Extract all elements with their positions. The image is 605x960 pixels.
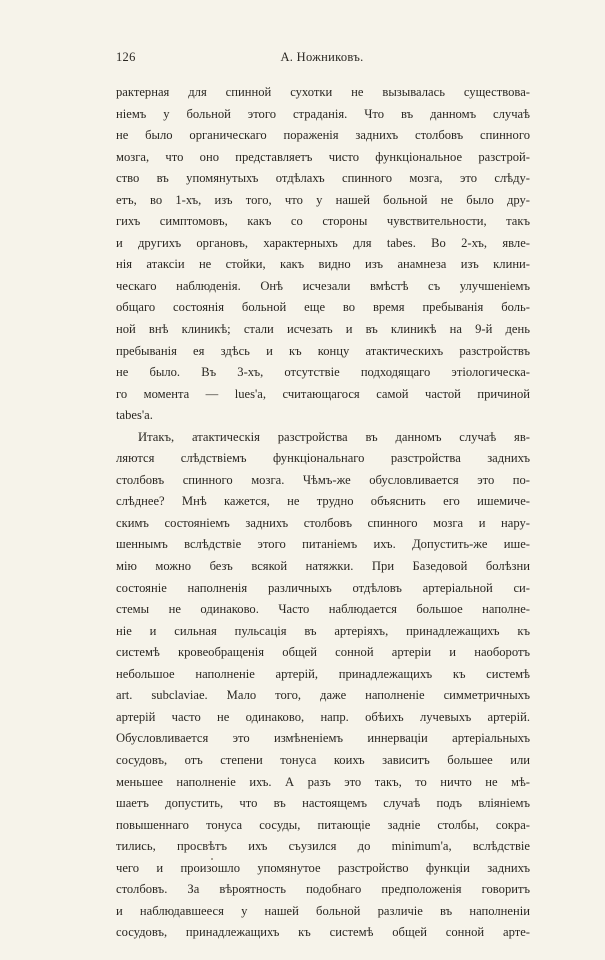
text-line: повышеннаго тонуса сосуды, питающіе задніе столбы, сокра- <box>116 817 530 832</box>
text-line-paragraph-end: tabes'а. <box>116 408 153 423</box>
text-line: чего и произошло упомянутое разстройство функціи заднихъ <box>116 860 530 875</box>
text-line: стемы не одинаково. Часто наблюдается большое наполне- <box>116 602 530 617</box>
text-line: пребыванія ея здѣсь и къ концу атактическихъ разстройствъ <box>116 343 530 358</box>
text-line: ляются слѣдствіемъ функціональнаго разстройства заднихъ <box>116 451 530 466</box>
text-line: меньшее наполненіе ихъ. А разъ это такъ, то ничто не мѣ- <box>116 774 530 789</box>
page-number: 126 <box>116 50 136 64</box>
text-line: нія атаксіи не стойки, какъ видно изъ анамнеза изъ клини- <box>116 257 530 272</box>
text-line-paragraph-start: Итакъ, атактическія разстройства въ данномъ случаѣ яв- <box>138 429 530 444</box>
text-line: гихъ симптомовъ, какъ со стороны чувствительности, такъ <box>116 214 530 229</box>
text-line: шеннымъ вслѣдствіе этого питаніемъ ихъ. Допустить-же ише- <box>116 537 530 552</box>
text-line: етъ, во 1-хъ, изъ того, что у нашей больной не было дру- <box>116 192 530 207</box>
text-line: общаго состоянія больной еще во время пребыванія боль- <box>116 300 530 315</box>
text-line: ніе и сильная пульсація въ артеріяхъ, принадлежащихъ къ <box>116 623 530 638</box>
text-line: и другихъ органовъ, характерныхъ для tabes. Во 2-хъ, явле- <box>116 235 530 250</box>
text-line: состояніе наполненія различныхъ отдѣловъ артеріальной си- <box>116 580 530 595</box>
paper-speck <box>211 858 213 860</box>
page-header <box>116 50 528 72</box>
text-line: ніемъ у больной этого страданія. Что въ данномъ случаѣ <box>116 106 530 121</box>
text-line: тились, просвѣтъ ихъ съузился до minimum'а, вслѣдствіе <box>116 839 530 854</box>
text-line: сосудовъ, отъ степени тонуса коихъ зависитъ большее или <box>116 752 530 767</box>
text-line: столбовъ спинного мозга. Чѣмъ-же обусловливается это по- <box>116 472 530 487</box>
text-line: ной внѣ клиникѣ; стали исчезать и въ клиникѣ на 9-й день <box>116 322 530 337</box>
text-line: сосудовъ, принадлежащихъ къ системѣ общей сонной арте- <box>116 925 530 940</box>
text-line: не было. Въ 3-хъ, отсутствіе подходящаго этіологическа- <box>116 365 530 380</box>
text-line: артерій часто не одинаково, напр. обѣихъ лучевыхъ артерій. <box>116 709 530 724</box>
text-line: скимъ состояніемъ заднихъ столбовъ спинного мозга и нару- <box>116 515 530 530</box>
text-line: системѣ кровеобращенія общей сонной артеріи и наоборотъ <box>116 645 530 660</box>
text-line: Обусловливается это измѣненіемъ иннерваціи артеріальныхъ <box>116 731 530 746</box>
text-line: шаетъ допустить, что въ настоящемъ случаѣ подъ вліяніемъ <box>116 796 530 811</box>
text-line: го момента — lues'а, считающагося самой частой причиной <box>116 386 530 401</box>
body-text <box>116 82 530 944</box>
text-line: мозга, что оно представляетъ чисто функціональное разстрой- <box>116 149 530 164</box>
text-line: ческаго наблюденія. Онѣ исчезали вмѣстѣ съ улучшеніемъ <box>116 278 530 293</box>
running-title: А. Ножниковъ. <box>280 50 364 64</box>
text-line: мію можно безъ всякой натяжки. При Базедовой болѣзни <box>116 559 530 574</box>
text-line: рактерная для спинной сухотки не вызывалась существова- <box>116 85 530 99</box>
text-line: слѣднее? Мнѣ кажется, не трудно объяснить его ишемиче- <box>116 494 530 509</box>
text-line: не было органическаго пораженія заднихъ столбовъ спинного <box>116 128 530 143</box>
text-line: и наблюдавшееся у нашей больной различіе въ наполненіи <box>116 903 530 918</box>
text-line: столбовъ. За вѣроятность подобнаго предположенія говоритъ <box>116 882 530 897</box>
text-line: ство въ упомянутыхъ отдѣлахъ спинного мозга, это слѣду- <box>116 171 530 186</box>
text-line: небольшое наполненіе артерій, принадлежащихъ къ системѣ <box>116 666 530 681</box>
text-line: art. subclaviae. Мало того, даже наполненіе симметричныхъ <box>116 688 530 703</box>
